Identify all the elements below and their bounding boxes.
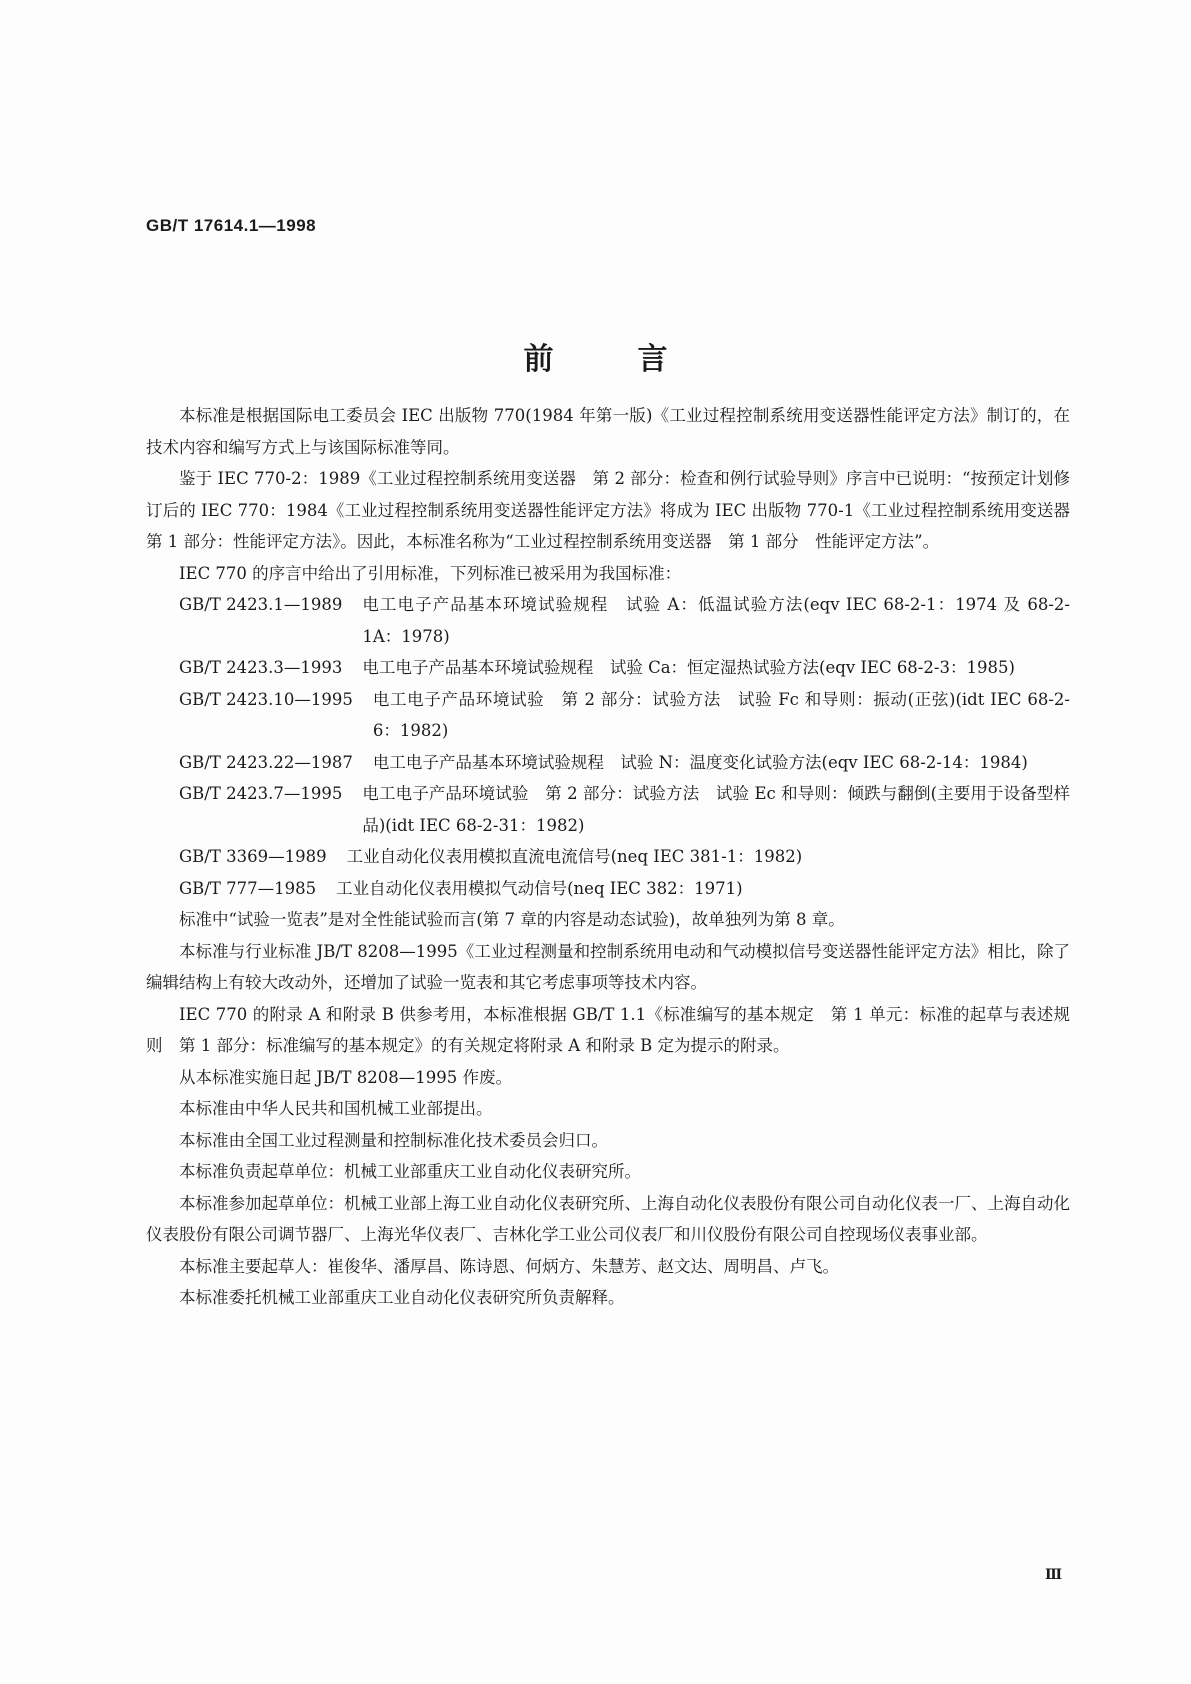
paragraph-committee: 本标准由全国工业过程测量和控制标准化技术委员会归口。 [179, 1130, 608, 1150]
paragraph-background: 鉴于 IEC 770-2：1989《工业过程控制系统用变送器 第 2 部分：检查和例行试验导则》序言中已说明：“按预定计划修订后的 IEC 770：1984《工业过程控制系统用变送器性能评定方法》将成为 IEC 出版物 770-1《工业过程控制系统用变送器 第 1 部分：性能评定方法》。因此，本标准名称为“工业过程控制系统用变送器 第 1 部分 性能评定方法”。 [146, 469, 1087, 551]
page-number: Ⅲ [1045, 1567, 1063, 1583]
paragraph-intro: 本标准是根据国际电工委员会 IEC 出版物 770(1984 年第一版)《工业过程控制系统用变送器性能评定方法》制订的，在技术内容和编写方式上与该国际标准等同。 [146, 406, 1070, 457]
reference-code: GB/T 2423.1—1989 [179, 595, 343, 614]
paragraph-participating-units: 本标准参加起草单位：机械工业部上海工业自动化仪表研究所、上海自动化仪表股份有限公司自动化仪表一厂、上海自动化仪表股份有限公司调节器厂、上海光华仪表厂、吉林化学工业公司仪表厂和川仪股份有限公司自控现场仪表事业部。 [146, 1193, 1070, 1244]
reference-title: 电工电子产品基本环境试验规程 试验 N：温度变化试验方法(eqv IEC 68-2-14：1984) [372, 752, 1028, 772]
reference-title: 工业自动化仪表用模拟直流电流信号(neq IEC 381-1：1982) [346, 847, 803, 866]
paragraph-drafting-unit: 本标准负责起草单位：机械工业部重庆工业自动化仪表研究所。 [179, 1162, 641, 1181]
reference-item [179, 684, 1070, 747]
paragraph-test-list-note: 标准中“试验一览表”是对全性能试验而言(第 7 章的内容是动态试验)，故单独列为第 8 章。 [179, 910, 845, 929]
reference-code: GB/T 2423.3—1993 [179, 658, 343, 677]
reference-code: GB/T 2423.22—1987 [179, 752, 353, 772]
standard-number: GB/T 17614.1—1998 [146, 216, 317, 235]
reference-title: 电工电子产品基本环境试验规程 试验 Ca：恒定湿热试验方法(eqv IEC 68-2-3：1985) [362, 658, 1015, 677]
document-body [146, 400, 1087, 1314]
paragraph-interpretation: 本标准委托机械工业部重庆工业自动化仪表研究所负责解释。 [179, 1288, 625, 1307]
reference-code: GB/T 2423.10—1995 [179, 689, 353, 709]
paragraph-drafters: 本标准主要起草人：崔俊华、潘厚昌、陈诗恩、何炳方、朱慧芳、赵文达、周明昌、卢飞。 [179, 1256, 839, 1276]
reference-item [179, 841, 1070, 873]
reference-code: GB/T 777—1985 [179, 878, 317, 898]
reference-title: 工业自动化仪表用模拟气动信号(neq IEC 382：1971) [336, 878, 743, 898]
reference-title: 电工电子产品基本环境试验规程 试验 A：低温试验方法(eqv IEC 68-2-1：1974 及 68-2-1A：1978) [362, 595, 1070, 646]
reference-title: 电工电子产品环境试验 第 2 部分：试验方法 试验 Fc 和导则：振动(正弦)(idt IEC 68-2-6：1982) [372, 689, 1070, 740]
reference-title: 电工电子产品环境试验 第 2 部分：试验方法 试验 Ec 和导则：倾跌与翻倒(主要用于设备型样品)(idt IEC 68-2-31：1982) [362, 784, 1070, 835]
reference-item [179, 778, 1070, 841]
reference-code: GB/T 3369—1989 [179, 847, 327, 866]
paragraph-supersedes: 从本标准实施日起 JB/T 8208—1995 作废。 [179, 1067, 513, 1087]
reference-item [179, 873, 1070, 905]
reference-code: GB/T 2423.7—1995 [179, 784, 343, 803]
reference-list [146, 589, 1070, 904]
paragraph-references-intro: IEC 770 的序言中给出了引用标准，下列标准已被采用为我国标准： [179, 563, 682, 583]
paragraph-proposer: 本标准由中华人民共和国机械工业部提出。 [179, 1099, 493, 1118]
reference-item [179, 652, 1070, 684]
paragraph-annexes: IEC 770 的附录 A 和附录 B 供参考用，本标准根据 GB/T 1.1《标准编写的基本规定 第 1 单元：标准的起草与表述规则 第 1 部分：标准编写的基本规定》的有关规定将附录 A 和附录 B 定为提示的附录。 [146, 1004, 1070, 1055]
reference-item [179, 747, 1070, 779]
reference-item [179, 589, 1070, 652]
paragraph-comparison: 本标准与行业标准 JB/T 8208—1995《工业过程测量和控制系统用电动和气动模拟信号变送器性能评定方法》相比，除了编辑结构上有较大改动外，还增加了试验一览表和其它考虑事项等技术内容。 [146, 941, 1070, 992]
page-title: 前言 [523, 342, 752, 377]
